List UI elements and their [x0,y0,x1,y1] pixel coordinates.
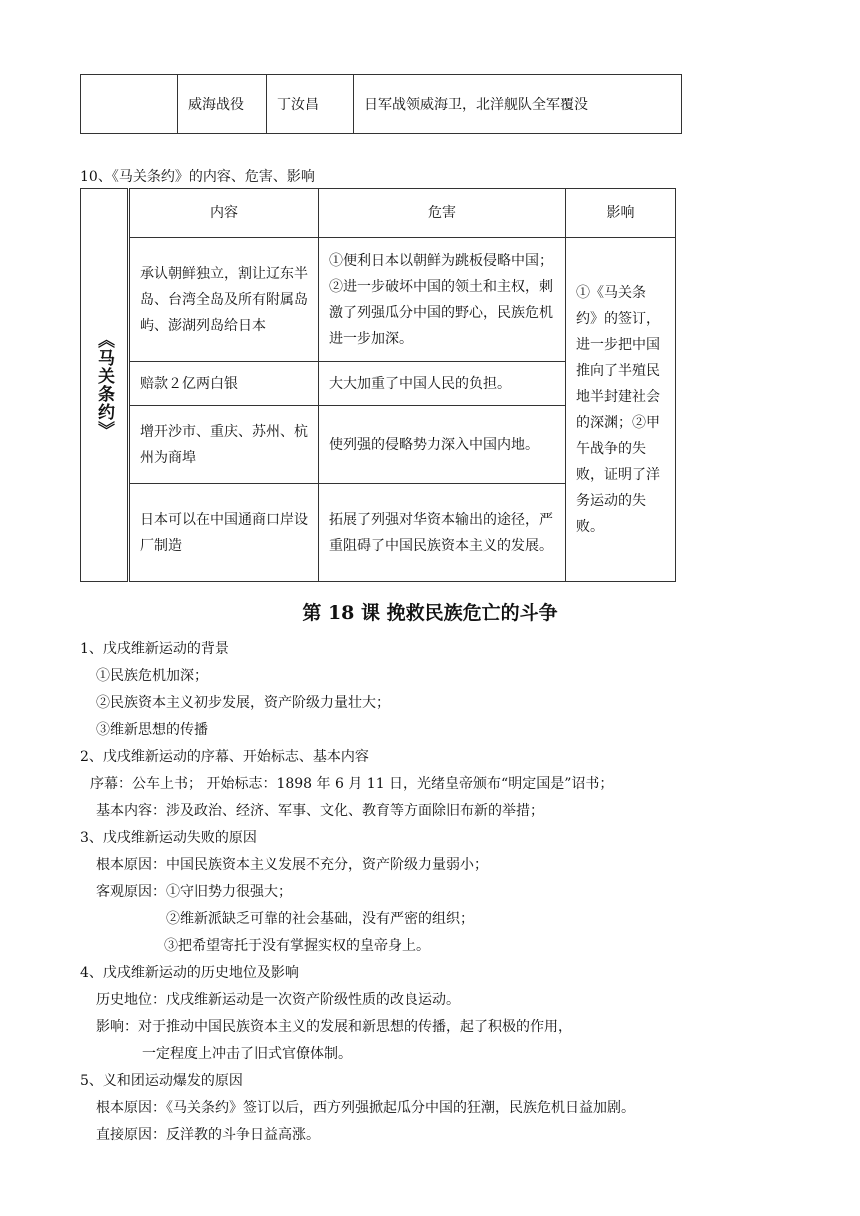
harm-cell: 拓展了列强对华资本输出的途径，严重阻碍了中国民族资本主义的发展。 [319,484,566,582]
commander-cell: 丁汝昌 [267,75,354,134]
content-cell: 赔款２亿两白银 [129,362,319,406]
battle-name-cell: 威海战役 [178,75,267,134]
list-item: ①民族危机加深； [96,668,208,684]
header-harm: 危害 [319,189,566,238]
battle-table [80,74,682,134]
list-item: ②维新派缺乏可靠的社会基础，没有严密的组织； [166,911,474,927]
content-cell: 承认朝鲜独立，割让辽东半岛、台湾全岛及所有附属岛屿、澎湖列岛给日本 [129,238,319,362]
heading-2: 2、戊戌维新运动的序幕、开始标志、基本内容 [80,749,369,765]
table-header-row [81,189,676,238]
table-row [81,238,676,362]
list-item: 一定程度上冲击了旧式官僚体制。 [142,1046,352,1062]
harm-cell: 使列强的侵略势力深入中国内地。 [319,406,566,484]
harm-cell: 大大加重了中国人民的负担。 [319,362,566,406]
heading-4: 4、戊戌维新运动的历史地位及影响 [80,965,299,981]
heading-1: 1、戊戌维新运动的背景 [80,641,229,657]
list-item: ③维新思想的传播 [96,722,208,738]
section-10-heading: 10、《马关条约》的内容、危害、影响 [80,169,315,185]
list-item: 序幕：公车上书； 开始标志：1898 年 6 月 11 日，光绪皇帝颁布“明定国是”诏书； [90,776,614,792]
list-item: 影响：对于推动中国民族资本主义的发展和新思想的传播，起了积极的作用， [96,1019,572,1035]
content-cell: 增开沙市、重庆、苏州、杭州为商埠 [129,406,319,484]
table-cell-empty [81,75,178,134]
list-item: ②民族资本主义初步发展，资产阶级力量壮大； [96,695,390,711]
header-content: 内容 [129,189,319,238]
heading-5: 5、义和团运动爆发的原因 [80,1073,243,1089]
list-item: 基本内容：涉及政治、经济、军事、文化、教育等方面除旧布新的举措； [96,803,544,819]
harm-cell: ①便利日本以朝鲜为跳板侵略中国；②进一步破坏中国的领土和主权，刺激了列强瓜分中国的野心，民族危机进一步加深。 [319,238,566,362]
lesson-title: 第 18 课 挽救民族危亡的斗争 [302,602,558,624]
battle-result-cell: 日军战领威海卫，北洋舰队全军覆没 [354,75,682,134]
list-item: 根本原因：《马关条约》签订以后，西方列强掀起瓜分中国的狂潮，民族危机日益加剧。 [96,1100,635,1116]
influence-cell: ①《马关条约》的签订，进一步把中国推向了半殖民地半封建社会的深渊；②甲午战争的失败，证明了洋务运动的失败。 [566,238,676,582]
table-row [81,75,682,134]
content-cell: 日本可以在中国通商口岸设厂制造 [129,484,319,582]
list-item: ③把希望寄托于没有掌握实权的皇帝身上。 [164,938,430,954]
treaty-table [80,188,676,582]
heading-3: 3、戊戌维新运动失败的原因 [80,830,257,846]
list-item: 客观原因：①守旧势力很强大； [96,884,292,900]
list-item: 直接原因：反洋教的斗争日益高涨。 [96,1127,320,1143]
list-item: 根本原因：中国民族资本主义发展不充分，资产阶级力量弱小； [96,857,488,873]
treaty-side-label: 《马关条约》 [81,189,129,582]
list-item: 历史地位：戊戌维新运动是一次资产阶级性质的改良运动。 [96,992,460,1008]
header-influence: 影响 [566,189,676,238]
